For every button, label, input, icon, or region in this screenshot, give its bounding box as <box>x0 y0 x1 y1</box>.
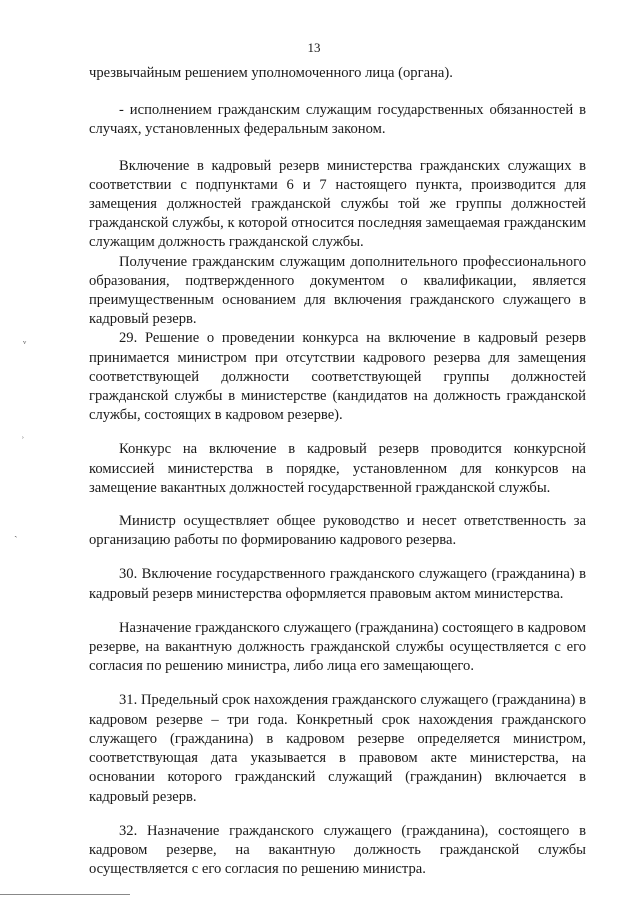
paragraph: 29. Решение о проведении конкурса на включение в кадровый резерв принимается министром при отсутствии кадрового резерва для замещения соответствующей должности соответствующей группы должностей гражданской службы в министерстве (кандидатов на должность гражданской службы, состоящих в кадровом резерве). <box>89 330 586 424</box>
paragraph: Конкурс на включение в кадровый резерв проводится конкурсной комиссией министерства в порядке, установленном для конкурсов на замещение вакантных должностей государственной гражданской службы. <box>89 441 586 496</box>
paragraph: Назначение гражданского служащего (гражданина) состоящего в кадровом резерве, на вакантную должность гражданской службы осуществляется с его согласия по решению министра, либо лица его замещающего. <box>89 619 586 675</box>
paragraph: чрезвычайным решением уполномоченного лица (органа). <box>89 65 453 81</box>
scan-artifact: ᵛ <box>23 338 27 350</box>
paragraph: Включение в кадровый резерв министерства гражданских служащих в соответствии с подпунктами 6 и 7 настоящего пункта, производится для замещения должностей гражданской службы той же группы должностей гражданской службы, к которой относится последняя замещаемая гражданским служащим должность гражданской службы. <box>89 157 586 251</box>
paragraph: 30. Включение государственного гражданского служащего (гражданина) в кадровый резерв министерства оформляется правовым актом министерства. <box>89 566 586 602</box>
paragraph: 31. Предельный срок нахождения гражданского служащего (гражданина) в кадровом резерве – три года. Конкретный срок нахождения гражданского служащего (гражданина) в кадровом резерве определяется министром, соответствующая дата указывается в правовом акте министерства, на основании которого гражданский служащий (гражданин) включается в кадровый резерв. <box>89 692 586 805</box>
bottom-rule <box>0 894 130 895</box>
page-number: 13 <box>307 40 321 55</box>
scan-artifact: ˎ <box>14 526 18 538</box>
document-body <box>89 64 586 879</box>
paragraph: Министр осуществляет общее руководство и несет ответственность за организацию работы по формированию кадрового резерва. <box>89 513 586 549</box>
paragraph: Получение гражданским служащим дополнительного профессионального образования, подтвержденного документом о квалификации, является преимущественным основанием для включения гражданского служащего в кадровый резерв. <box>89 253 586 328</box>
paragraph: - исполнением гражданским служащим государственных обязанностей в случаях, установленных федеральным законом. <box>89 102 586 138</box>
scan-artifact: ˒ <box>21 430 25 442</box>
paragraph: 32. Назначение гражданского служащего (гражданина), состоящего в кадровом резерве, на вакантную должность гражданской службы осуществляется с его согласия по решению министра. <box>89 822 586 878</box>
